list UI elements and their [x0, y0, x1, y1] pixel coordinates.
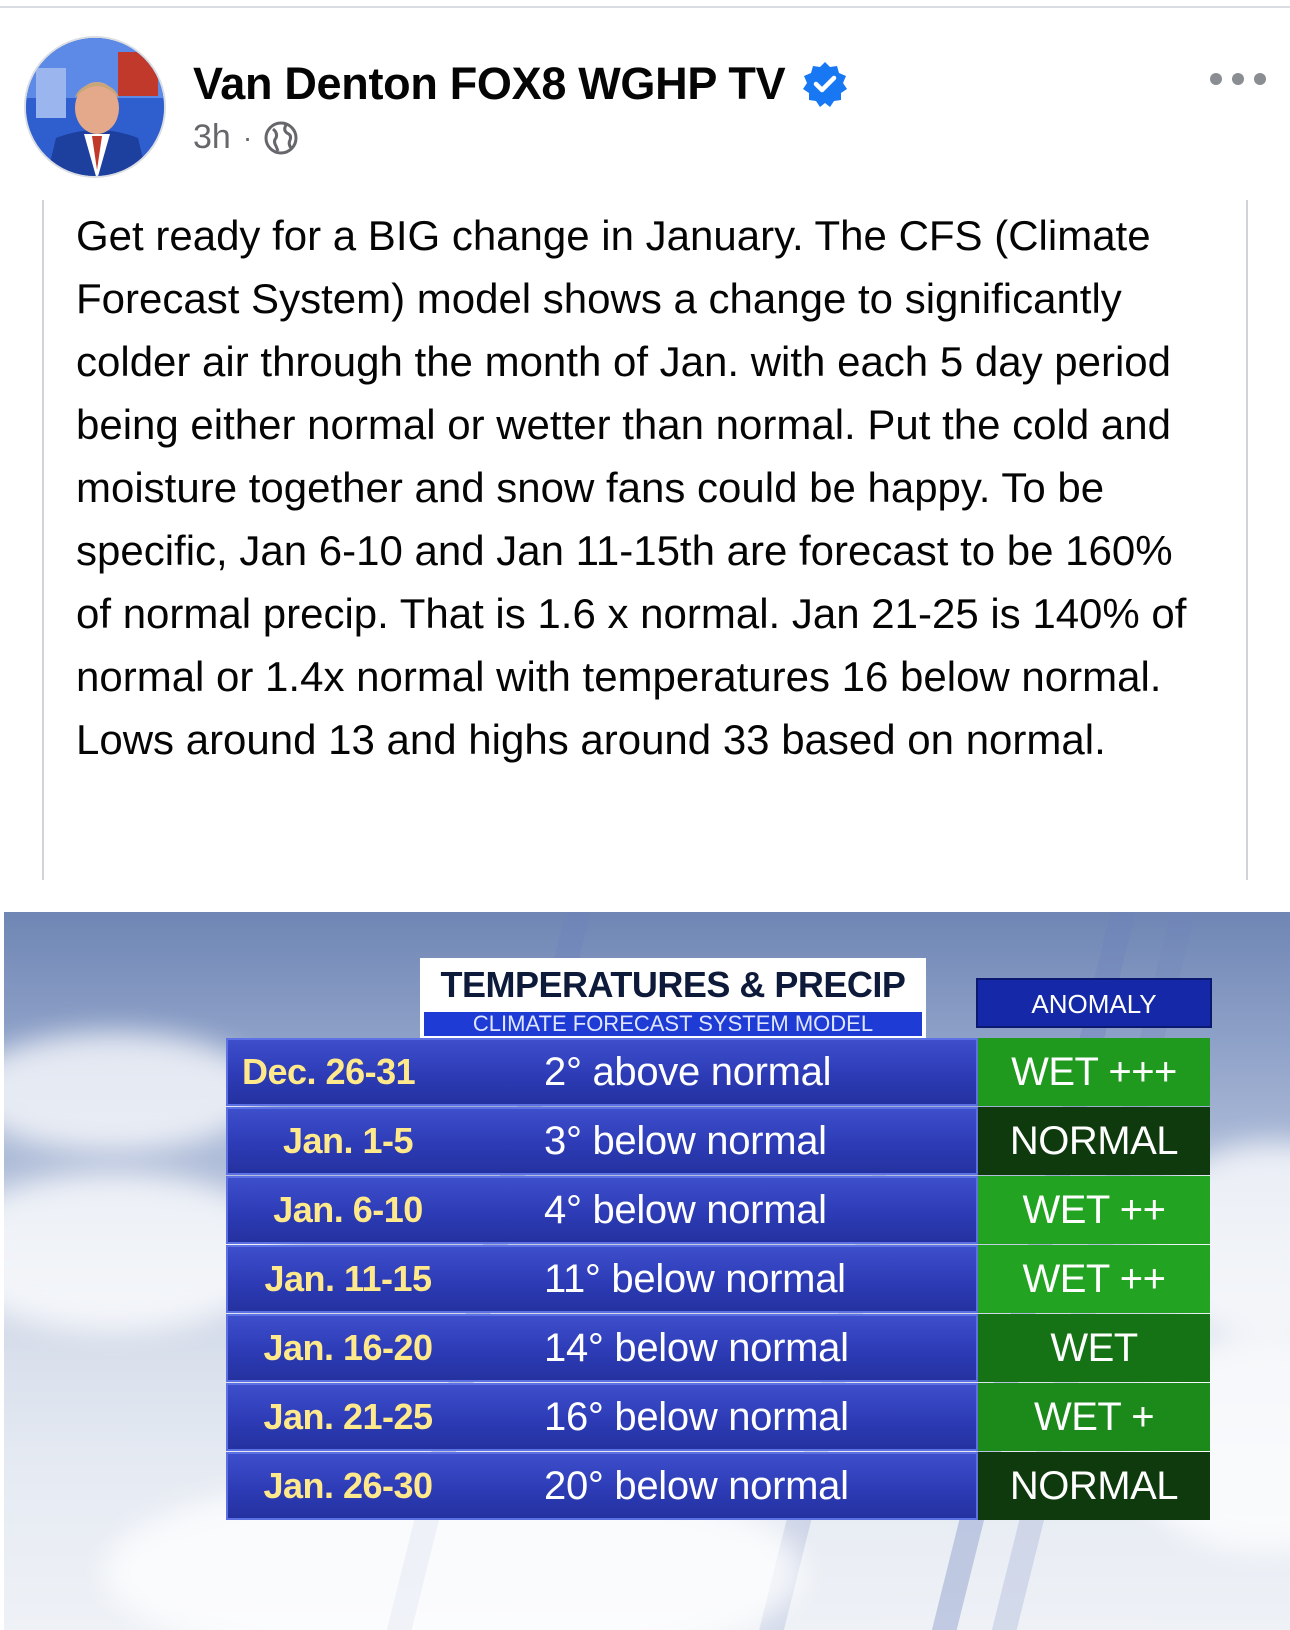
post-timestamp[interactable]: 3h	[193, 118, 231, 156]
precip-anomaly: NORMAL	[978, 1452, 1210, 1520]
period-label: Jan. 1-5	[282, 1120, 414, 1161]
temperature-anomaly: 16° below normal	[544, 1395, 849, 1439]
graphic-title-box	[420, 958, 926, 1038]
more-dot	[1232, 73, 1244, 85]
forecast-graphic[interactable]	[4, 912, 1290, 1630]
temperature-anomaly: 3° below normal	[544, 1119, 827, 1163]
table-row	[226, 1107, 978, 1175]
more-dot	[1254, 73, 1266, 85]
precip-anomaly: WET	[978, 1314, 1210, 1382]
period-label: Jan. 11-15	[264, 1258, 432, 1299]
table-row	[226, 1452, 978, 1520]
post-header	[0, 0, 1290, 190]
period-label: Jan. 6-10	[273, 1189, 423, 1230]
anomaly-header: ANOMALY	[976, 978, 1212, 1028]
graphic-title: TEMPERATURES & PRECIP	[440, 964, 906, 1005]
anomaly-column	[978, 1038, 1210, 1521]
temperature-anomaly: 20° below normal	[544, 1464, 849, 1508]
post-text: Get ready for a BIG change in January. The CFS (Climate Forecast System) model shows a change to significantly colder air through the month of Jan. with each 5 day period being either normal or wetter than normal. Put the cold and moisture together and snow fans could be happy. To be specific, Jan 6-10 and Jan 11-15th are forecast to be 160% of normal precip. That is 1.6 x normal. Jan 21-25 is 140% of normal or 1.4x normal with temperatures 16 below normal. Lows around 13 and highs around 33 based on normal.	[76, 212, 1187, 763]
cloud-shape	[4, 1032, 264, 1152]
precip-anomaly: WET +	[978, 1383, 1210, 1451]
avatar-photo	[26, 38, 166, 178]
table-row	[226, 1176, 978, 1244]
temperature-anomaly: 2° above normal	[544, 1050, 832, 1094]
table-row	[226, 1314, 978, 1382]
temperature-anomaly: 4° below normal	[544, 1188, 827, 1232]
post-meta	[193, 118, 298, 157]
post-body	[42, 200, 1248, 880]
verified-badge-icon	[801, 60, 849, 108]
forecast-table	[226, 1038, 978, 1521]
period-label: Jan. 26-30	[263, 1465, 433, 1506]
more-dot	[1210, 73, 1222, 85]
graphic-subtitle: CLIMATE FORECAST SYSTEM MODEL	[424, 1012, 922, 1036]
table-row	[226, 1038, 978, 1106]
period-label: Dec. 26-31	[242, 1051, 416, 1092]
table-row	[226, 1383, 978, 1451]
precip-anomaly: WET +++	[978, 1038, 1210, 1106]
precip-anomaly: WET ++	[978, 1176, 1210, 1244]
precip-anomaly: NORMAL	[978, 1107, 1210, 1175]
period-label: Jan. 21-25	[263, 1396, 433, 1437]
precip-anomaly: WET ++	[978, 1245, 1210, 1313]
author-name[interactable]: Van Denton FOX8 WGHP TV	[193, 58, 786, 109]
period-label: Jan. 16-20	[263, 1327, 433, 1368]
more-options-icon[interactable]	[1210, 64, 1266, 94]
meta-separator: ·	[242, 121, 253, 153]
table-row	[226, 1245, 978, 1313]
globe-icon[interactable]	[264, 121, 298, 155]
temperature-anomaly: 11° below normal	[544, 1257, 846, 1301]
temperature-anomaly: 14° below normal	[544, 1326, 849, 1370]
avatar[interactable]	[24, 36, 166, 178]
